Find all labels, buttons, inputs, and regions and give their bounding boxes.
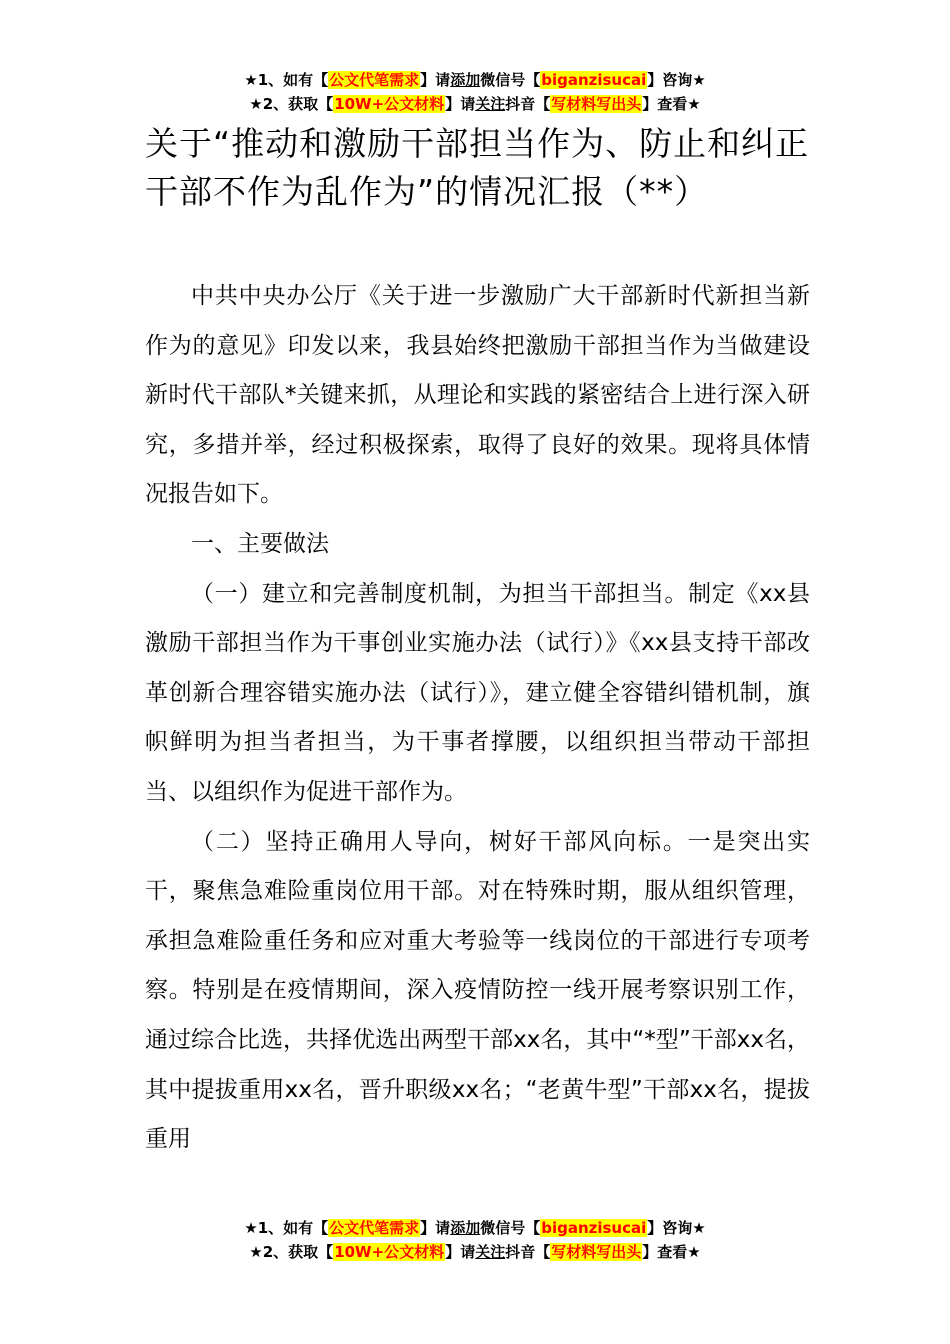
promo-highlight: 10W+公文材料 <box>334 95 445 113</box>
promo-highlight: 公文代笔需求 <box>329 1219 420 1237</box>
promo-text: 微信号【 <box>480 71 541 89</box>
body-paragraph: （二）坚持正确用人导向，树好干部风向标。一是突出实干，聚焦急难险重岗位用干部。对在特殊时期，服从组织管理，承担急难险重任务和应对重大考验等一线岗位的干部进行专项考察。特别是在疫情期间，深入疫情防控一线开展考察识别工作，通过综合比选，共择优选出两型干部xx名，其中“*型”干部xx名，其中提拔重用xx名，晋升职级xx名；“老黄牛型”干部xx名，提拔重用 <box>145 828 810 1153</box>
promo-underlined: 添加 <box>450 1219 481 1237</box>
body-paragraph: （一）建立和完善制度机制，为担当干部担当。制定《xx县激励干部担当作为干事创业实施办法（试行）》《xx县支持干部改革创新合理容错实施办法（试行）》，建立健全容错纠错机制，旗帜鲜明为担当者担当，为干事者撑腰，以组织担当带动干部担当、以组织作为促进干部作为。 <box>145 580 810 805</box>
wechat-id: biganzisucai <box>541 71 647 89</box>
promo-text: ★2、获取【 <box>249 1243 334 1261</box>
promo-text: 】查看★ <box>642 1243 701 1261</box>
promo-text: 抖音【 <box>505 1243 551 1261</box>
top-promo-banner <box>0 68 950 116</box>
promo-line-2 <box>0 92 950 116</box>
promo-text: 】请 <box>420 1219 451 1237</box>
promo-line-1 <box>0 68 950 92</box>
document-title: 关于“推动和激励干部担当作为、防止和纠正干部不作为乱作为”的情况汇报（**） <box>145 124 810 211</box>
promo-text: 】请 <box>445 1243 476 1261</box>
promo-highlight: 10W+公文材料 <box>334 1243 445 1261</box>
promo-text: 】请 <box>445 95 476 113</box>
intro-paragraph: 中共中央办公厅《关于进一步激励广大干部新时代新担当新作为的意见》印发以来，我县始终把激励干部担当作为当做建设新时代干部队*关键来抓，从理论和实践的紧密结合上进行深入研究，多措并举，经过积极探索，取得了良好的效果。现将具体情况报告如下。 <box>145 283 810 508</box>
wechat-id: biganzisucai <box>541 1219 647 1237</box>
promo-underlined: 关注 <box>475 1243 506 1261</box>
promo-text: 】咨询★ <box>647 1219 706 1237</box>
promo-text: 】请 <box>420 71 451 89</box>
promo-text: 微信号【 <box>480 1219 541 1237</box>
promo-underlined: 关注 <box>475 95 506 113</box>
promo-highlight: 公文代笔需求 <box>329 71 420 89</box>
promo-underlined: 添加 <box>450 71 481 89</box>
document-body <box>145 272 810 1165</box>
promo-text: 】查看★ <box>642 95 701 113</box>
promo-text: 】咨询★ <box>647 71 706 89</box>
promo-text: 抖音【 <box>505 95 551 113</box>
promo-line-2 <box>0 1240 950 1264</box>
section-heading: 一、主要做法 <box>191 530 329 557</box>
promo-line-1 <box>0 1216 950 1240</box>
bottom-promo-banner <box>0 1216 950 1264</box>
douyin-account: 写材料写出头 <box>551 95 642 113</box>
douyin-account: 写材料写出头 <box>551 1243 642 1261</box>
promo-text: ★2、获取【 <box>249 95 334 113</box>
promo-text: ★1、如有【 <box>244 1219 329 1237</box>
promo-text: ★1、如有【 <box>244 71 329 89</box>
